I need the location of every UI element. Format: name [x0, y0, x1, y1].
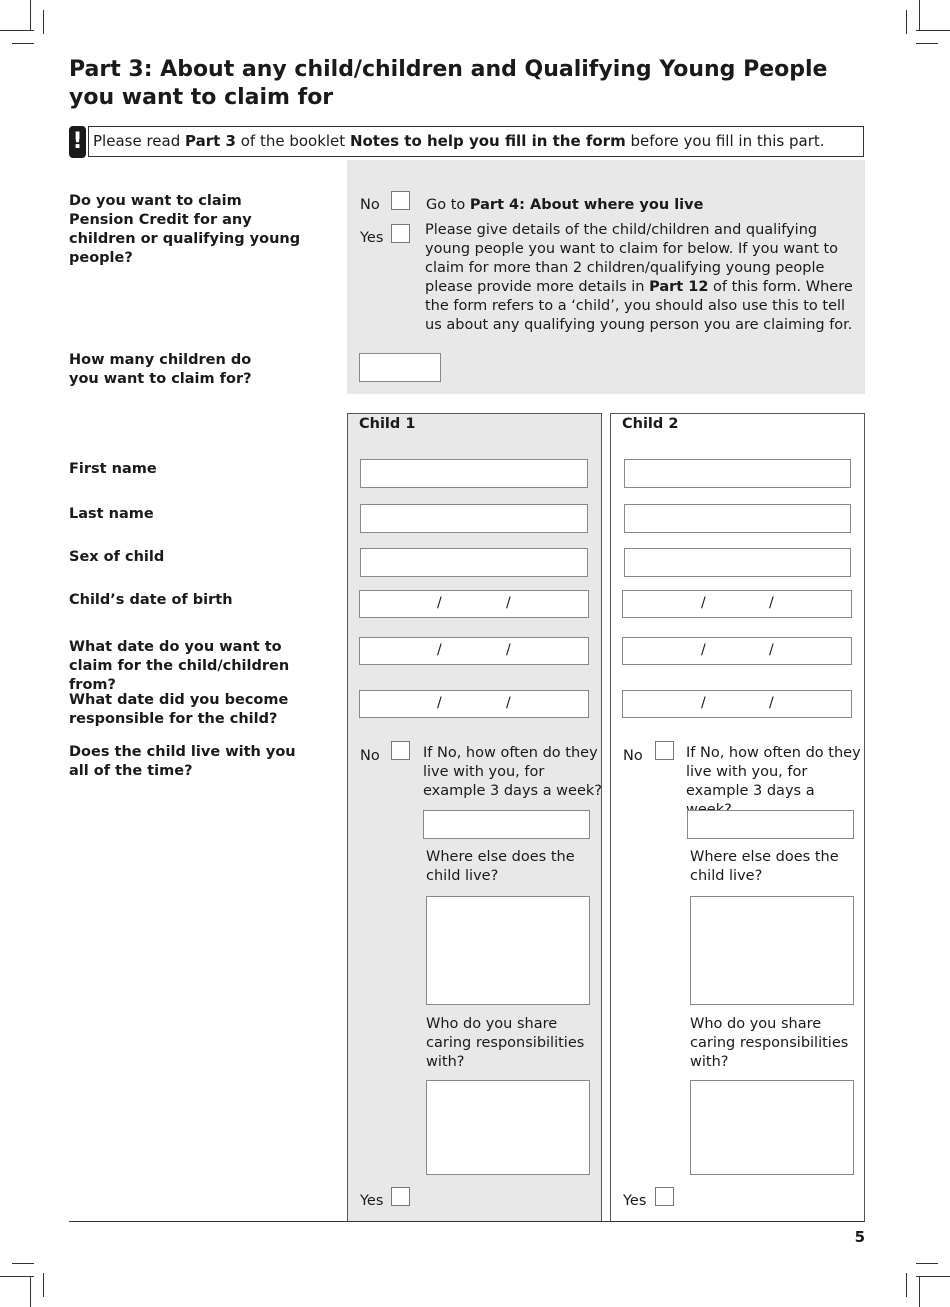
date-separator: / — [769, 595, 774, 611]
responsible-label: What date did you become responsible for the child? — [69, 692, 289, 727]
claim-children-question: Do you want to claim Pension Credit for any children or qualifying young people? — [69, 193, 301, 266]
bottom-rule — [69, 1221, 865, 1222]
child-1-who-share-text: Who do you share caring responsibilities with? — [426, 1016, 585, 1070]
page-number: 5 — [854, 1228, 865, 1246]
how-many-input[interactable] — [359, 353, 441, 382]
child-2-sex-input[interactable] — [624, 548, 851, 577]
date-separator: / — [437, 642, 442, 658]
crop-mark — [43, 10, 44, 34]
yes-instructions: Please give details of the child/children and qualifying young people you want to claim for below. If you want to claim for more than 2 children/qualifying young people please provide more details in Part 12 of this form. Where the form refers to a ‘child’, you should also use this to tell us about any qualifying young person you are claiming for. — [425, 222, 853, 333]
child-1-yes-label: Yes — [360, 1193, 384, 1209]
child-1-where-else-input[interactable] — [426, 896, 590, 1005]
yes-checkbox[interactable] — [391, 224, 410, 243]
date-separator: / — [701, 695, 706, 711]
child-2-yes-label: Yes — [623, 1193, 647, 1209]
date-separator: / — [701, 642, 706, 658]
child-2-heading: Child 2 — [622, 416, 679, 432]
child-2-no-label: No — [623, 748, 643, 764]
child-2-no-checkbox[interactable] — [655, 741, 674, 760]
crop-mark — [0, 1276, 34, 1277]
child-2-yes-checkbox[interactable] — [655, 1187, 674, 1206]
first-name-label: First name — [69, 461, 157, 477]
child-2-where-else-input[interactable] — [690, 896, 854, 1005]
crop-mark — [919, 0, 920, 30]
crop-mark — [12, 43, 34, 44]
crop-mark — [916, 43, 938, 44]
child-1-how-often-input[interactable] — [423, 810, 590, 839]
date-separator: / — [437, 695, 442, 711]
child-1-yes-checkbox[interactable] — [391, 1187, 410, 1206]
page-title: Part 3: About any child/children and Qualifying Young People you want to claim for — [69, 57, 828, 110]
child-1-where-else-text: Where else does the child live? — [426, 849, 575, 884]
dob-label: Child’s date of birth — [69, 592, 233, 608]
child-1-last-name-input[interactable] — [360, 504, 588, 533]
last-name-label: Last name — [69, 506, 154, 522]
date-separator: / — [506, 642, 511, 658]
child-2-who-share-text: Who do you share caring responsibilities with? — [690, 1016, 849, 1070]
claim-from-label: What date do you want to claim for the child/children from? — [69, 639, 290, 693]
crop-mark — [919, 1277, 920, 1307]
yes-label: Yes — [360, 230, 384, 246]
sex-label: Sex of child — [69, 549, 165, 565]
date-separator: / — [769, 642, 774, 658]
live-with-label: Does the child live with you all of the time? — [69, 744, 296, 779]
crop-mark — [906, 10, 907, 34]
child-1-first-name-input[interactable] — [360, 459, 588, 488]
child-1-no-label: No — [360, 748, 380, 764]
date-separator: / — [769, 695, 774, 711]
child-2-how-often-text: If No, how often do they live with you, for example 3 days a — [686, 745, 861, 799]
child-1-heading: Child 1 — [359, 416, 416, 432]
child-1-dob-input[interactable] — [359, 590, 589, 618]
crop-mark — [12, 1263, 34, 1264]
child-2-responsible-input[interactable] — [622, 690, 852, 718]
child-2-dob-input[interactable] — [622, 590, 852, 618]
child-2-where-else-text: Where else does the child live? — [690, 849, 839, 884]
child-2-claim-from-input[interactable] — [622, 637, 852, 665]
child-1-who-share-input[interactable] — [426, 1080, 590, 1175]
date-separator: / — [506, 595, 511, 611]
how-many-question: How many children do you want to claim for? — [69, 352, 252, 387]
crop-mark — [43, 1273, 44, 1297]
child-2-who-share-input[interactable] — [690, 1080, 854, 1175]
child-1-responsible-input[interactable] — [359, 690, 589, 718]
child-1-how-often-text: If No, how often do they live with you, for example 3 days a week? — [423, 745, 602, 799]
crop-mark — [906, 1273, 907, 1297]
crop-mark — [30, 0, 31, 30]
date-separator: / — [506, 695, 511, 711]
exclamation-icon: ! — [69, 126, 86, 158]
notice-box: Please read Part 3 of the booklet Notes to help you fill in the form before you fill in this part. — [88, 126, 864, 157]
child-2-first-name-input[interactable] — [624, 459, 851, 488]
crop-mark — [916, 1276, 950, 1277]
crop-mark — [916, 30, 950, 31]
child-1-claim-from-input[interactable] — [359, 637, 589, 665]
crop-mark — [0, 30, 34, 31]
child-2-how-often-input[interactable] — [687, 810, 854, 839]
no-checkbox[interactable] — [391, 191, 410, 210]
child-2-last-name-input[interactable] — [624, 504, 851, 533]
child-1-sex-input[interactable] — [360, 548, 588, 577]
no-label: No — [360, 197, 380, 213]
crop-mark — [916, 1263, 938, 1264]
crop-mark — [30, 1277, 31, 1307]
date-separator: / — [437, 595, 442, 611]
date-separator: / — [701, 595, 706, 611]
child-1-no-checkbox[interactable] — [391, 741, 410, 760]
no-goto-text: Go to Part 4: About where you live — [426, 197, 704, 213]
